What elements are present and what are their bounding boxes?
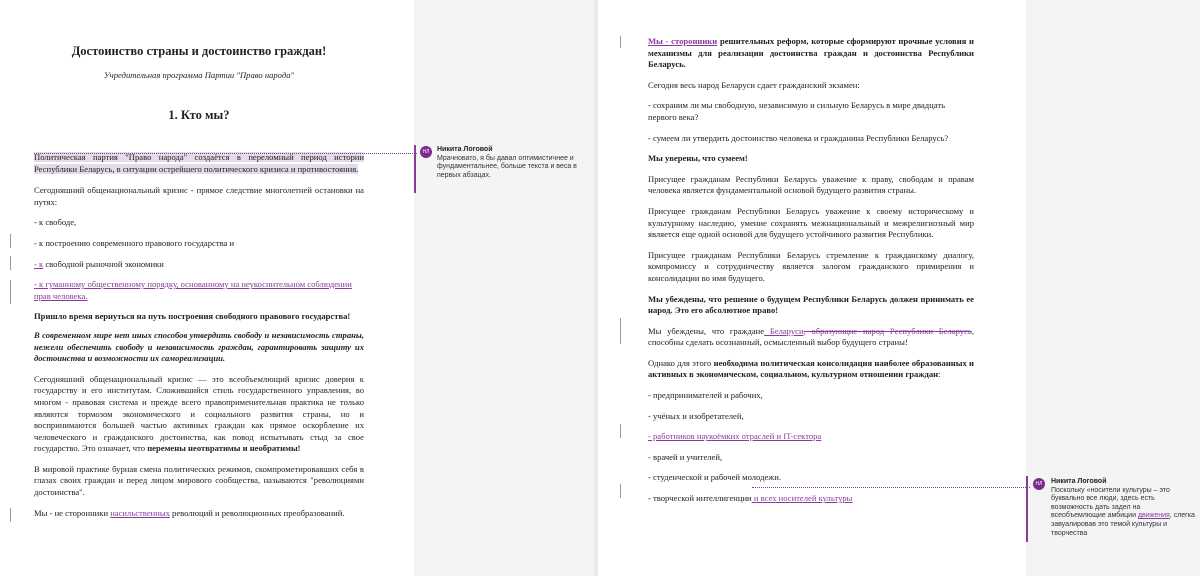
paragraph[interactable]: - сохраним ли мы свободную, независимую и сильную Беларусь в мире двадцать первого века? xyxy=(648,100,946,122)
list-item[interactable]: - учёных и изобретателей, xyxy=(648,410,744,421)
tracked-insertion[interactable]: - работников наукоёмких отраслей и IT-сектора xyxy=(648,431,822,442)
list-item[interactable]: - предпринимателей и рабочих, xyxy=(648,390,763,401)
avatar: НЛ xyxy=(420,146,432,158)
avatar: НЛ xyxy=(1033,478,1045,490)
paragraph[interactable]: Мы - не сторонники насильственных революций и революционных преобразований. xyxy=(34,507,345,518)
comment-marker xyxy=(1026,476,1028,542)
list-item[interactable] xyxy=(34,279,364,302)
change-bar xyxy=(10,256,11,270)
comment-anchor-line xyxy=(34,153,417,154)
list-item[interactable] xyxy=(648,431,974,443)
list-item[interactable]: - к свободе, xyxy=(34,217,77,228)
paragraph[interactable]: Мы уверены, что сумеем! xyxy=(648,153,748,164)
change-bar xyxy=(620,36,621,48)
tracked-insertion[interactable]: и всех носителей культуры xyxy=(751,493,853,504)
document-subtitle: Учредительная программа Партии "Право народа" xyxy=(103,70,295,80)
list-item[interactable]: - врачей и учителей, xyxy=(648,451,723,462)
paragraph[interactable]: Сегодняшний общенациональный кризис — это всеобъемлющий кризис доверия к государству и его институтам. Сложившийся стиль государственного управления, во многом - правовая система и прежде всего правоприменительная практика не только являются тормозом экономического и социального развития страны, но и воспринимаются большей частью активных граждан как прямое оскорбление их человеческого и гражданского достоинства, как повод испытывать стыд за свое государство. Это означает, что перемены неотвратимы и необратимы! xyxy=(34,373,364,454)
paragraph[interactable]: Однако для этого необходима политическая консолидация наиболее образованных и активных в экономическом, социальном, культурном отношении граждан: xyxy=(648,357,974,380)
change-bar xyxy=(620,484,621,498)
comment-text: Мрачновато, я бы давал оптимистичнее и фундаментальнее, больше текста и веса в первых абзацах. xyxy=(437,154,577,179)
change-bar xyxy=(10,234,11,248)
document-page-left xyxy=(0,0,414,576)
tracked-insertion[interactable]: Беларуси xyxy=(764,325,804,336)
change-bar xyxy=(10,280,11,304)
paragraph[interactable] xyxy=(34,152,364,175)
change-bar xyxy=(620,318,621,344)
paragraph[interactable]: В современном мире нет иных способов утвердить свободу и независимость страны, нежели обеспечить свободу и независимость граждан, гарантировать защиту их достоинства и возможности их самореализации. xyxy=(34,329,364,364)
change-bar xyxy=(10,508,11,522)
list-item[interactable]: - студенческой и рабочей молодежи. xyxy=(648,472,781,483)
paragraph[interactable]: Сегодняшний общенациональный кризис - прямое следствие многолетней остановки на путях: xyxy=(34,185,364,207)
paragraph[interactable]: Мы убеждены, что граждане Беларуси, образующие народ Республики Беларусь, способны сделать осознанный, осмысленный выбор будущего страны! xyxy=(648,325,974,348)
comment-card[interactable] xyxy=(1051,478,1195,538)
comment-text: Поскольку «носители культуры – это буквально все люди, здесь есть возможность дать задел на всеобъемлющие амбиции движения, слегка завуалировав это темой культуры и творчества xyxy=(1051,486,1195,537)
document-title: Достоинство страны и достоинство граждан! xyxy=(71,44,327,58)
list-item[interactable]: - к построению современного правового государства и xyxy=(34,237,235,248)
document-page-right xyxy=(598,0,1026,576)
list-item[interactable]: - к свободной рыночной экономики xyxy=(34,258,164,269)
commented-text[interactable]: Политическая партия "Право народа" создаётся в переломный период истории Республики Беларусь, в ситуации острейшего политического кризиса и противостояния. xyxy=(34,152,364,174)
paragraph[interactable]: Сегодня весь народ Беларуси сдает гражданский экзамен: xyxy=(648,79,860,90)
comment-anchor-line xyxy=(752,487,1030,488)
tracked-deletion[interactable]: , образующие народ Республики Беларусь xyxy=(803,325,972,336)
section-heading: 1. Кто мы? xyxy=(168,108,230,122)
paragraph[interactable]: Мы убеждены, что решение о будущем Республики Беларусь должен принимать ее народ. Это его абсолютное право! xyxy=(648,293,974,316)
comments-pane-left xyxy=(414,0,594,576)
list-item[interactable]: - творческой интеллигенции и всех носителей культуры xyxy=(648,493,853,504)
paragraph[interactable]: Присущее гражданам Республики Беларусь стремление к гражданскому диалогу, компромиссу и сотрудничеству является залогом гражданского примирения и консолидации во имя будущего. xyxy=(648,249,974,283)
change-bar xyxy=(620,424,621,438)
comment-author: Никита Логовой xyxy=(1051,478,1107,485)
paragraph[interactable]: В мировой практике бурная смена политических режимов, скомпрометировавших себя в глазах своих граждан и перед лицом мирового сообщества, называются "революциями достоинства". xyxy=(34,463,364,498)
paragraph[interactable]: Пришло время вернуться на путь построения свободного правового государства! xyxy=(34,311,351,322)
comment-author: Никита Логовой xyxy=(437,146,493,153)
paragraph[interactable]: Присущее гражданам Республики Беларусь уважение к праву, свободам и правам человека является фундаментальной основой будущего развития страны. xyxy=(648,173,974,196)
comment-card[interactable] xyxy=(437,146,587,180)
tracked-insertion[interactable]: - к xyxy=(34,258,44,269)
paragraph[interactable]: Присущее гражданам Республики Беларусь уважение к своему историческому и культурному наследию, умение сохранять межнациональный и межрелигиозный мир является еще одной основой для будущего устойчивого развития Республики. xyxy=(648,205,974,240)
paragraph[interactable]: Мы - сторонники решительных реформ, которые сформируют прочные условия и механизмы для реализации достоинства граждан и достоинства Республики Беларусь. xyxy=(648,36,974,70)
comment-marker xyxy=(414,145,416,193)
tracked-insertion[interactable]: - к гуманному общественному порядку, основанному на неукоснительном соблюдении прав человека. xyxy=(34,279,352,301)
tracked-insertion[interactable]: Мы - сторонники xyxy=(648,36,718,46)
tracked-insertion[interactable]: насильственных xyxy=(110,507,170,518)
paragraph[interactable]: - сумеем ли утвердить достоинство человека и гражданина Республики Беларусь? xyxy=(648,132,949,143)
